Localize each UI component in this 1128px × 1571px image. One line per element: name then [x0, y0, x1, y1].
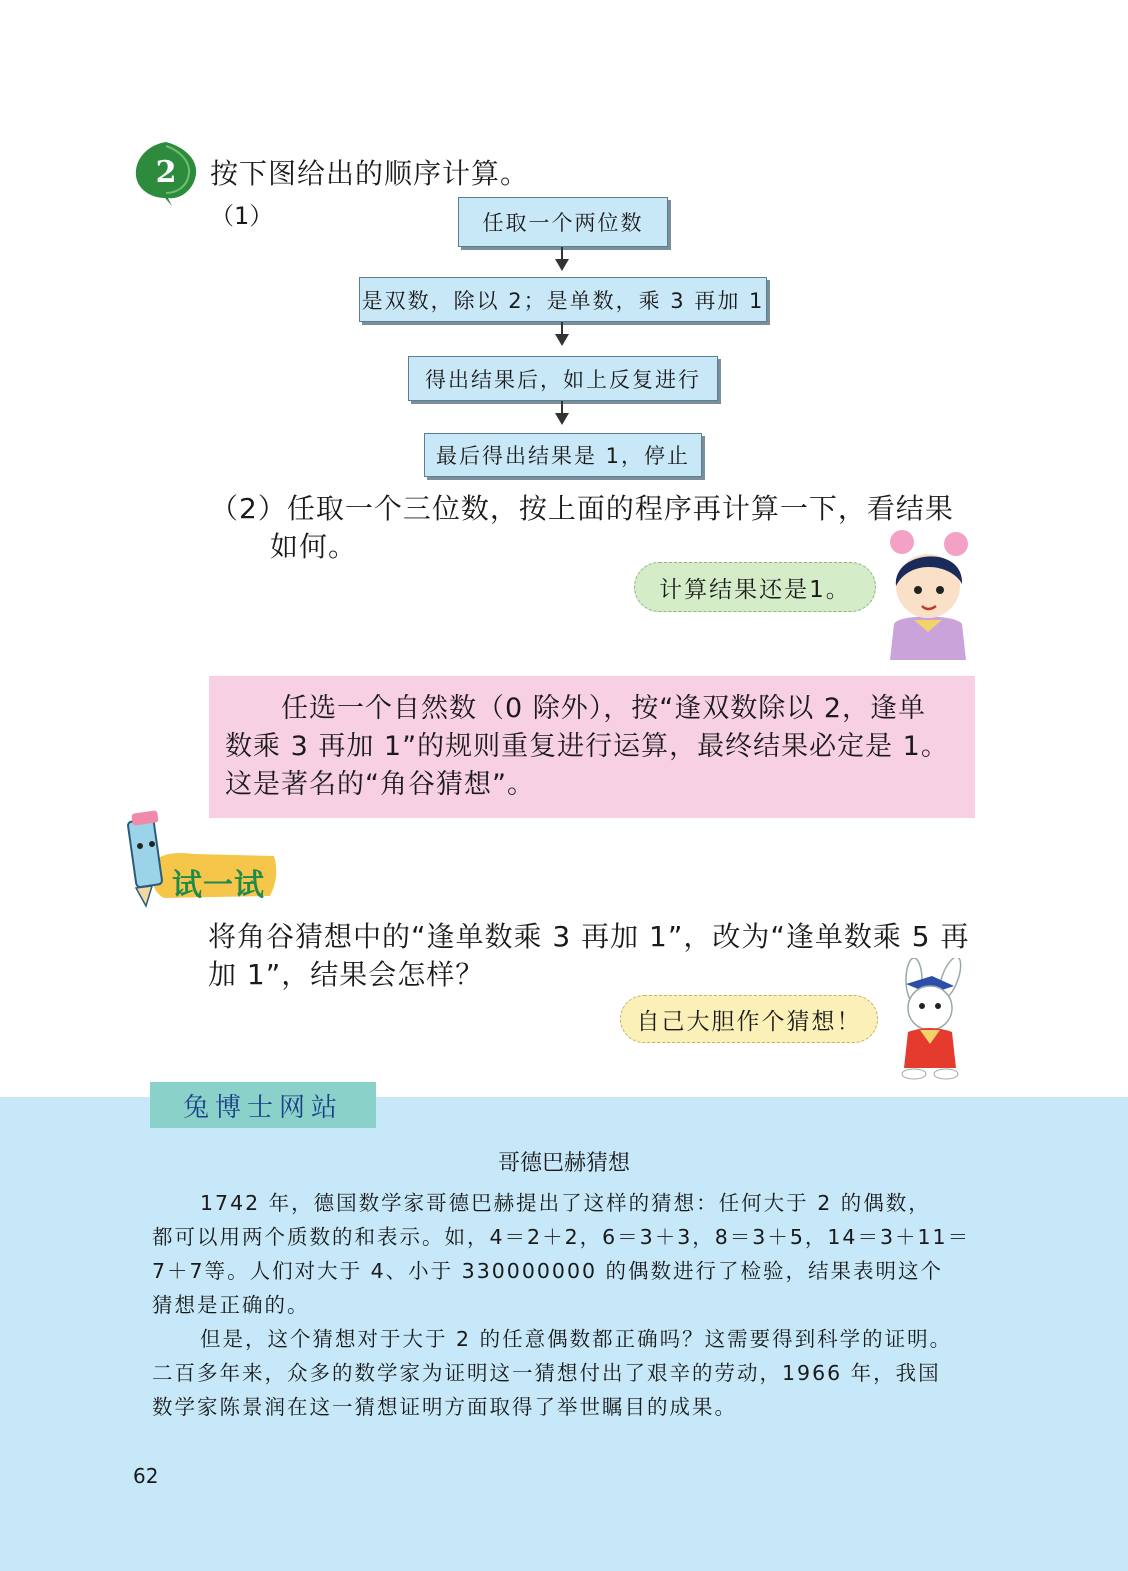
- para1-line-1: 1742 年，德国数学家哥德巴赫提出了这样的猜想：任何大于 2 的偶数，: [200, 1191, 931, 1215]
- try-it-text: [208, 918, 983, 994]
- article-title: 哥德巴赫猜想: [497, 1151, 630, 1176]
- rabbit-illustration: [884, 958, 976, 1082]
- part2-text: [210, 490, 980, 566]
- flow-step-1: 任取一个两位数: [458, 197, 668, 247]
- flow-step-3: 得出结果后，如上反复进行: [408, 356, 718, 401]
- para1-line-4: 猜想是正确的。: [152, 1293, 310, 1317]
- conjecture-line-2: 数乘 3 再加 1”的规则重复进行运算，最终结果必定是 1。: [225, 731, 949, 762]
- flow-arrow-3: [561, 401, 563, 423]
- part1-label: （1）: [210, 202, 274, 230]
- rabbit-speech-bubble: 自己大胆作个猜想！: [620, 995, 878, 1043]
- para1-line-3: 7＋7等。人们对大于 4、小于 330000000 的偶数进行了检验，结果表明这个: [152, 1259, 944, 1283]
- girl-illustration: [880, 528, 976, 660]
- leaf-number-badge: [132, 140, 200, 206]
- page-number: 62: [133, 1464, 159, 1488]
- try-line-2: 加 1”，结果会怎样？: [208, 958, 485, 991]
- flow-arrow-1: [561, 247, 563, 269]
- conjecture-box: [209, 676, 975, 818]
- conjecture-line-1: 任选一个自然数（0 除外），按“逢双数除以 2，逢单: [281, 693, 927, 724]
- part2-line-2: 如何。: [270, 530, 358, 563]
- question-title: 按下图给出的顺序计算。: [210, 157, 530, 190]
- para1-line-2: 都可以用两个质数的和表示。如，4＝2＋2，6＝3＋3，8＝3＋5，14＝3＋11＝: [152, 1225, 971, 1249]
- para2-line-2: 二百多年来，众多的数学家为证明这一猜想付出了艰辛的劳动，1966 年，我国: [152, 1361, 941, 1385]
- conjecture-line-3: 这是著名的“角谷猜想”。: [225, 769, 535, 800]
- para2-line-3: 数学家陈景润在这一猜想证明方面取得了举世瞩目的成果。: [152, 1395, 737, 1419]
- try-it-badge: [124, 810, 280, 910]
- para2-line-1: 但是，这个猜想对于大于 2 的任意偶数都正确吗？这需要得到科学的证明。: [200, 1327, 953, 1351]
- question-number: 2: [155, 155, 177, 190]
- website-tab: 兔博士网站: [150, 1082, 376, 1128]
- flow-arrow-2: [561, 322, 563, 344]
- flow-step-4: 最后得出结果是 1，停止: [424, 433, 702, 477]
- part2-line-1: （2）任取一个三位数，按上面的程序再计算一下，看结果: [210, 492, 954, 525]
- article-body: [152, 1186, 982, 1424]
- flow-step-2: 是双数，除以 2；是单数，乘 3 再加 1: [359, 277, 767, 322]
- article-paragraph-2: [152, 1322, 982, 1424]
- article-paragraph-1: [152, 1186, 982, 1322]
- try-line-1: 将角谷猜想中的“逢单数乘 3 再加 1”，改为“逢单数乘 5 再: [208, 920, 970, 953]
- try-it-label: 试一试: [172, 868, 265, 903]
- girl-speech-bubble: 计算结果还是1。: [634, 562, 876, 612]
